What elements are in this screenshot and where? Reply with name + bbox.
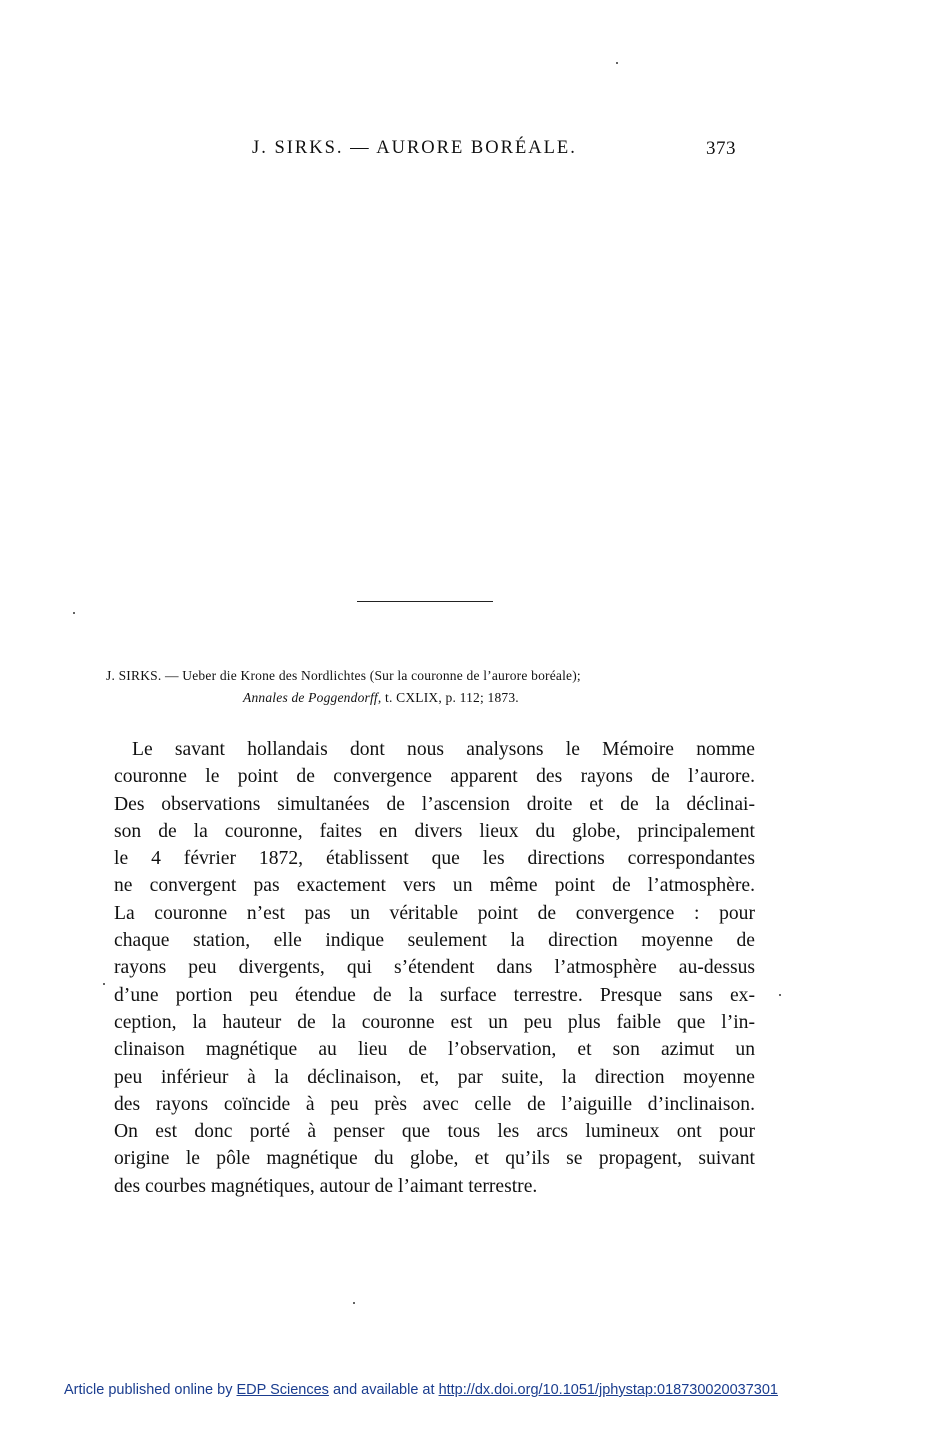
abstract-paragraph [114, 736, 755, 1200]
publisher-link[interactable]: EDP Sciences [236, 1382, 329, 1398]
paragraph-line: Le savant hollandais dont nous analysons le Mémoire nomme [132, 739, 755, 760]
running-title: J. SIRKS. — AURORE BORÉALE. [252, 138, 577, 158]
scan-speck [73, 612, 75, 614]
paragraph-line: origine le pôle magnétique du globe, et qu’ils se propagent, suivant [114, 1148, 755, 1170]
paragraph-line: On est donc porté à penser que tous les arcs lumineux ont pour [114, 1121, 755, 1143]
running-head [0, 138, 930, 164]
paragraph-line: son de la couronne, faites en divers lieux du globe, principalement [114, 820, 755, 842]
citation-line-2 [243, 690, 743, 706]
paragraph-line: chaque station, elle indique seulement la direction moyenne de [114, 930, 755, 952]
citation-details: , t. CXLIX, p. 112; 1873. [377, 690, 519, 705]
section-divider [357, 601, 493, 602]
paragraph-line: clinaison magnétique au lieu de l’observation, et son azimut un [114, 1039, 755, 1061]
paragraph-line: couronne le point de convergence apparent des rayons de l’aurore. [114, 766, 755, 788]
paragraph-line: rayons peu divergents, qui s’étendent dans l’atmosphère au-dessus [114, 957, 755, 979]
paragraph-line: ception, la hauteur de la couronne est un peu plus faible que l’in- [114, 1011, 755, 1033]
journal-title: Annales de Poggendorff [243, 690, 378, 705]
paragraph-line: La couronne n’est pas un véritable point de convergence : pour [114, 902, 755, 924]
paragraph-line: des courbes magnétiques, autour de l’aimant terrestre. [114, 1175, 538, 1197]
publication-footer [64, 1382, 778, 1398]
scan-speck [616, 62, 618, 64]
scan-speck [779, 994, 781, 996]
scan-speck [103, 983, 105, 985]
paragraph-line: peu inférieur à la déclinaison, et, par suite, la direction moyenne [114, 1066, 755, 1088]
paragraph-line: Des observations simultanées de l’ascension droite et de la déclinai- [114, 793, 755, 815]
footer-middle: and available at [328, 1382, 439, 1398]
paragraph-line: le 4 février 1872, établissent que les directions correspondantes [114, 848, 755, 870]
page-number: 373 [706, 138, 736, 159]
citation-line-1: J. SIRKS. — Ueber die Krone des Nordlichtes (Sur la couronne de l’aurore boréale); [106, 668, 581, 683]
paragraph-line: des rayons coïncide à peu près avec celle de l’aiguille d’inclinaison. [114, 1093, 755, 1115]
paragraph-line: d’une portion peu étendue de la surface terrestre. Presque sans ex- [114, 984, 755, 1006]
scan-speck [353, 1302, 355, 1304]
doi-link[interactable]: http://dx.doi.org/10.1051/jphystap:018730020037301 [438, 1382, 778, 1398]
footer-prefix: Article published online by [64, 1382, 237, 1398]
paragraph-line: ne convergent pas exactement vers un même point de l’atmosphère. [114, 875, 755, 897]
